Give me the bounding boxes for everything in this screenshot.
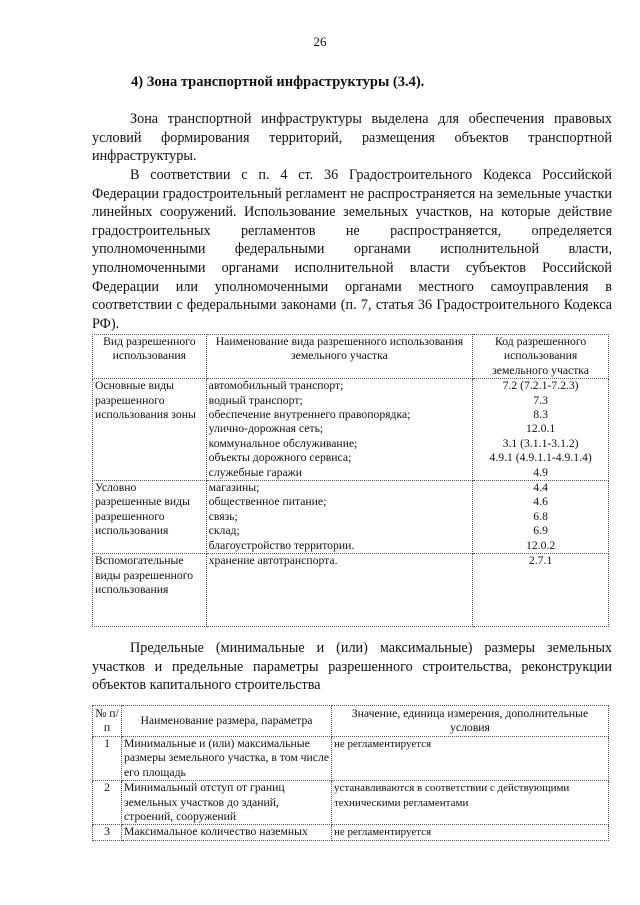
header-use-code: Код разрешенного использования земельного участка [473, 335, 609, 379]
use-name: автомобильный транспорт; [208, 379, 344, 393]
param-value: устанавливаются в соответствии с действующими техническими регламентами [332, 781, 609, 825]
category-conditional: Условно разрешенные виды разрешенного использования [93, 481, 207, 554]
use-codes-auxiliary [473, 554, 609, 627]
table-header-row [93, 706, 609, 737]
use-name: водный транспорт; [208, 393, 303, 407]
table-row [93, 737, 609, 781]
use-code: 12.0.2 [525, 538, 556, 552]
use-code: 12.0.1 [525, 422, 556, 436]
section-heading: 4) Зона транспортной инфраструктуры (3.4). [131, 74, 425, 90]
regulation-paragraph: В соответствии с п. 4 ст. 36 Градостроительного Кодекса Российской Федерации градостроительный регламент не распространяется на земельные участки линейных сооружений. Использование земельных участков, на которые действие градостроительных регламентов не распространяется, определяется уполномоченными федеральными органами исполнительной власти, уполномоченными органами исполнительной власти субъектов Российской Федерации или уполномоченными органами местного самоуправления в соответствии с федеральными законами (п. 7, статья 36 Градостроительного Кодекса РФ). [92, 167, 612, 332]
param-name: Минимальный отступ от границ земельных участков до зданий, строений, сооружений [122, 781, 332, 825]
header-use-name: Наименование вида разрешенного использования земельного участка [206, 335, 473, 379]
table-header-row [93, 335, 609, 379]
use-names-main [206, 379, 473, 481]
use-code: 3.1 (3.1.1-3.1.2) [502, 436, 579, 450]
param-value: не регламентируется [332, 737, 609, 781]
header-param-value: Значение, единица измерения, дополнительные условия [332, 706, 609, 737]
use-names-conditional [206, 481, 473, 554]
use-name: общественное питание; [208, 495, 327, 509]
use-name: хранение автотранспорта. [208, 554, 338, 568]
use-names-auxiliary [206, 554, 473, 627]
use-code: 4.9.1 (4.9.1.1-4.9.1.4) [489, 451, 592, 465]
param-name: Минимальные и (или) максимальные размеры земельного участка, в том числе его площадь [122, 737, 332, 781]
row-number: 3 [93, 825, 122, 840]
use-name: улично-дорожная сеть; [208, 422, 324, 436]
table-row [93, 379, 609, 481]
param-value: не регламентируется [332, 825, 609, 840]
limits-paragraph: Предельные (минимальные и (или) максимальные) размеры земельных участков и предельные параметры разрешенного строительства, реконструкции объектов капитального строительства [92, 640, 612, 694]
category-main: Основные виды разрешенного использования зоны [93, 379, 207, 481]
use-codes-conditional [473, 481, 609, 554]
use-name: склад; [208, 524, 240, 538]
use-name: магазины; [208, 481, 260, 495]
permitted-use-table [92, 334, 609, 627]
use-codes-main [473, 379, 609, 481]
table-row [93, 481, 609, 554]
category-auxiliary: Вспомогательные виды разрешенного использования [93, 554, 207, 627]
use-code: 7.2 (7.2.1-7.2.3) [502, 379, 579, 393]
param-name: Максимальное количество наземных [122, 825, 332, 840]
use-name: коммунальное обслуживание; [208, 436, 358, 450]
use-code: 8.3 [533, 408, 548, 422]
use-name: связь; [208, 509, 238, 523]
row-number: 1 [93, 737, 122, 781]
use-name: обеспечение внутреннего правопорядка; [208, 408, 411, 422]
header-number: № п/п [93, 706, 122, 737]
use-code: 2.7.1 [528, 554, 553, 568]
page-number: 26 [313, 34, 327, 49]
header-param-name: Наименование размера, параметра [122, 706, 332, 737]
table-row [93, 554, 609, 627]
use-code: 4.6 [533, 495, 548, 509]
use-name: объекты дорожного сервиса; [208, 451, 352, 465]
use-code: 4.4 [533, 481, 548, 495]
table-row [93, 781, 609, 825]
table-row [93, 825, 609, 840]
row-number: 2 [93, 781, 122, 825]
use-code: 6.8 [533, 509, 548, 523]
use-code: 7.3 [533, 393, 548, 407]
header-use-type: Вид разрешенного использования [93, 335, 207, 379]
use-code: 6.9 [533, 524, 548, 538]
intro-paragraph: Зона транспортной инфраструктуры выделена для обеспечения правовых условий формирования территорий, размещения объектов транспортной инфраструктуры. [92, 111, 612, 165]
use-name: благоустройство территории. [208, 538, 355, 552]
use-code: 4.9 [533, 465, 548, 479]
parameters-table [92, 705, 609, 841]
use-name: служебные гаражи [208, 465, 302, 479]
